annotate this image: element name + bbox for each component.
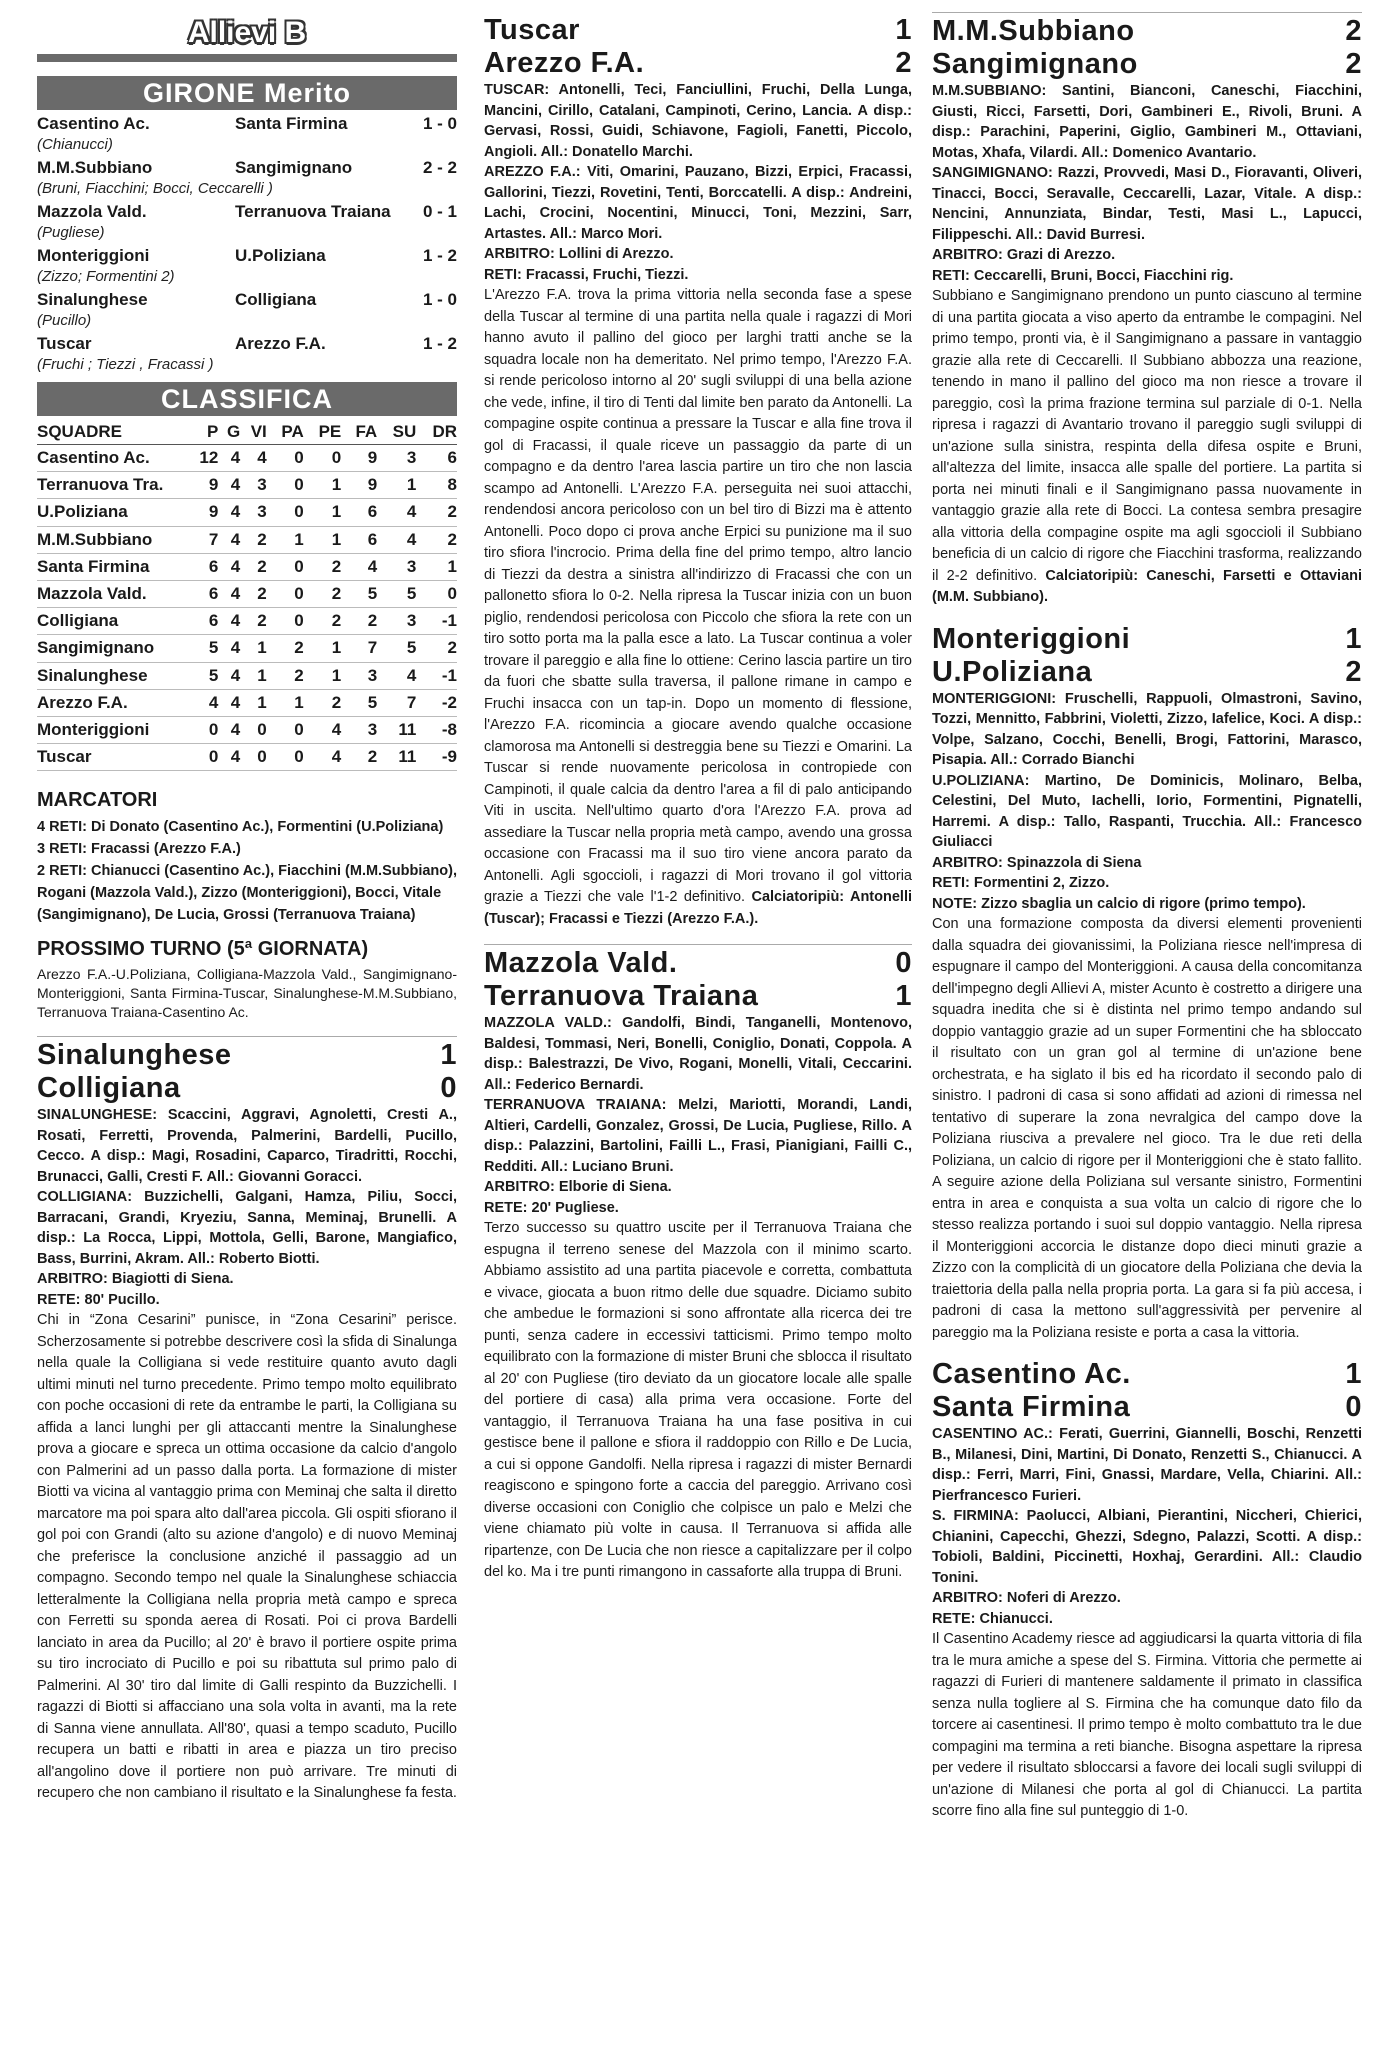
- standings-value: 5: [341, 689, 377, 716]
- away-team: Colligiana: [37, 1072, 181, 1105]
- home-goals: 1: [1345, 1358, 1362, 1390]
- standings-team: Arezzo F.A.: [37, 689, 187, 716]
- standings-value: 3: [377, 608, 416, 635]
- standings-value: 9: [187, 499, 218, 526]
- standings-value: 4: [218, 499, 240, 526]
- standings-row: [37, 689, 457, 716]
- standings-value: 2: [304, 580, 342, 607]
- standings-value: 6: [341, 499, 377, 526]
- classifica-title: CLASSIFICA: [37, 382, 457, 416]
- goals: RETE: Chianucci.: [932, 1610, 1053, 1627]
- standings-column-header: SU: [377, 420, 416, 445]
- match-report-text: L'Arezzo F.A. trova la prima vittoria nella seconda fase a spese della Tuscar al termine di una partita nella quale i ragazzi di Mori hanno avuto il pallino del gioco per larghi tratti anche se la squadra locale non ha demeritato. Nel primo tempo, l'Arezzo F.A. si rende pericoloso intorno al 20' sugli sviluppi di una bella azione che vede, infine, il tiro di Tenti dal limite ben parato da Antonelli. La compagine ospite continua a pressare la Tuscar e alla fine trova il gol di Fracassi, il quale riceve un passaggio da parte di un compagno e da dentro l'area lascia partire un tiro che non lascia scampo ad Antonelli. L'Arezzo F.A. perseguita nei suoi attacchi, rendendosi ancora pericoloso con un bel tiro di Bizzi ma è attento Antonelli. Poco dopo ci prova anche Erpici su punizione ma il suo tiro sfiora l'incrocio. Prima della fine del primo tempo, altro lancio di Tiezzi da destra a sinistra all'indirizzo di Fracassi che con un pallonetto sfiora lo 0-2. Nella ripresa la Tuscar inizia con un buon piglio, rendendosi pericolosa con Piccolo che sfiora la rete con un tiro sotto porta ma la palla esce a lato. La Tuscar continua a voler trovare il pareggio e alla fine lo ottiene: Cerino lascia partire un tiro da fuori che sbatte sulla traversa, il pallone rimane in campo e Fruchi insacca con un tap-in. Dopo un momento di flessione, l'Arezzo F.A. ricomincia a giocare avendo qualche occasione clamorosa ma Antonelli si destreggia bene su Tiezzi e Omarini. La Tuscar si rende nuovamente pericolosa in contropiede con Campinoti, il quale calcia da dentro l'area a fil di palo anticipando Viti in uscita. Nell'ultimo quarto d'ora l'Arezzo F.A. prova ad assediare la Tuscar nella propria metà campo, avendo una grossa occasione con Fracassi ma il suo tiro viene ancora parato da Antonelli. Agli sgoccioli, i ragazzi di Mori trovano il gol vittoria grazie a Tiezzi che vale l'1-2 definitivo.: [484, 287, 912, 905]
- standings-value: 11: [377, 716, 416, 743]
- result-score: 0 - 1: [422, 202, 457, 221]
- standings-column-header: P: [187, 420, 218, 445]
- standings-value: -1: [416, 608, 457, 635]
- result-scorers: (Chianucci): [37, 136, 113, 153]
- standings-value: 6: [341, 526, 377, 553]
- home-goals: 0: [895, 947, 912, 979]
- home-team: Sinalunghese: [37, 1039, 232, 1072]
- standings-value: 1: [416, 553, 457, 580]
- result-scorers: (Zizzo; Formentini 2): [37, 268, 175, 285]
- result-row: [37, 157, 457, 179]
- standings-value: 4: [218, 662, 240, 689]
- best-players: Calciatoripiù: Caneschi, Farsetti e Ottaviani (M.M. Subbiano).: [932, 567, 1363, 605]
- away-team: Terranuova Traiana: [484, 980, 759, 1012]
- standings-value: 1: [267, 526, 304, 553]
- standings-row: [37, 526, 457, 553]
- standings-value: 0: [267, 744, 304, 771]
- standings-value: 9: [341, 445, 377, 472]
- section-title: Allievi B: [37, 12, 457, 62]
- goals: RETE: 80' Pucillo.: [37, 1291, 160, 1308]
- standings-value: 5: [341, 580, 377, 607]
- standings-team: Santa Firmina: [37, 553, 187, 580]
- standings-value: 2: [304, 553, 342, 580]
- away-team: Sangimignano: [932, 48, 1138, 80]
- lineup-home: TUSCAR: Antonelli, Teci, Fanciullini, Fruchi, Della Lunga, Mancini, Cirillo, Catalani, Campinoti, Cerino, Lancia. A disp.: Gervasi, Rossi, Guidi, Schiavone, Fagioli, Fanetti, Piccolo, Angioli. All.: Donatello Marchi.: [484, 82, 912, 160]
- standings-value: 3: [341, 716, 377, 743]
- standings-column-header: PE: [304, 420, 342, 445]
- standings-row: [37, 662, 457, 689]
- home-goals: 1: [895, 14, 912, 46]
- standings-value: 4: [304, 744, 342, 771]
- standings-team: Casentino Ac.: [37, 445, 187, 472]
- standings-value: 0: [267, 445, 304, 472]
- standings-value: 4: [187, 689, 218, 716]
- standings-value: 0: [267, 553, 304, 580]
- match-report: [484, 285, 912, 930]
- standings-value: 0: [187, 716, 218, 743]
- result-home: Sinalunghese: [37, 290, 148, 309]
- result-away: Terranuova Traiana: [235, 202, 391, 221]
- standings-value: 6: [187, 553, 218, 580]
- lineup-away: TERRANUOVA TRAIANA: Melzi, Mariotti, Morandi, Landi, Altieri, Cardelli, Gonzalez, Grossi, De Lucia, Pugliese, Rillo. A disp.: Palazzini, Bartolini, Failli L., Frasi, Pianigiani, Failli C., Redditi. All.: Luciano Bruni.: [484, 1097, 912, 1175]
- standings-value: 1: [304, 499, 342, 526]
- standings-value: 4: [377, 662, 416, 689]
- lineup-home: MONTERIGGIONI: Fruschelli, Rappuoli, Olmastroni, Savino, Tozzi, Mennitto, Fabbrini, Violetti, Zizzo, Iafelice, Koci. A disp.: Volpe, Salzano, Cocchi, Benelli, Brogi, Fattorini, Marasco, Pisapia. All.: Corrado Bianchi: [932, 690, 1362, 768]
- result-home: Tuscar: [37, 334, 92, 353]
- standings-value: 0: [267, 580, 304, 607]
- standings-value: 2: [267, 635, 304, 662]
- match-report: [932, 286, 1362, 609]
- marcatori-title: MARCATORI: [37, 789, 158, 812]
- standings-value: 0: [267, 472, 304, 499]
- standings-value: 8: [416, 472, 457, 499]
- standings-value: 2: [416, 635, 457, 662]
- result-scorers: (Fruchi ; Tiezzi , Fracassi ): [37, 356, 214, 373]
- match-report: Con una formazione composta da diversi elementi provenienti dalla squadra dei giovanissimi, la Poliziana riesce nell'impresa di espugnare il campo del Monteriggioni. A causa della concomitanza dell'impegno degli Allievi A, mister Acunto è costretto a dirigere una squadra inedita che si è distinta nel primo tempo andando sul doppio vantaggio grazie ad un super Formentini che ha sbloccato il risultato con un gran gol al termine di un'azione bene orchestrata, e ha siglato il bis ed ha ricordato il secondo palo di sinistro. I padroni di casa si sono affidati ad azioni di rimessa nel tentativo di superare la zona nevralgica del campo dove la Poliziana riusciva a prevalere nel gioco. Tra le due reti della Poliziana, un calcio di rigore per il Monteriggioni che è stato fallito. A seguire azione della Poliziana sul versante sinistro, Formentini entra in area e conquista a sua volta un calcio di rigore che lo stesso realizza portando i suoi sul doppio vantaggio. Nella ripresa il Monteriggioni accorcia le distanze dopo dieci minuti grazie a Zizzo con la complicità di un giocatore della Poliziana che devia la traiettoria della palla nella propria porta. La gara si fa più accesa, i padroni di casa la mettono sull'aggressività per pervenire al pareggio ma la Poliziana resiste e porta a casa la vittoria.: [932, 916, 1362, 1341]
- girone-title: GIRONE Merito: [37, 76, 457, 110]
- lineup-away: AREZZO F.A.: Viti, Omarini, Pauzano, Bizzi, Erpici, Fracassi, Gallorini, Tiezzi, Rovetini, Tenti, Borccatelli. A disp.: Andreini, Lachi, Crocini, Nocentini, Minucci, Toni, Mezzini, Sarr, Artastes. All.: Marco Mori.: [484, 164, 912, 242]
- standings-value: 3: [240, 472, 267, 499]
- result-score: 2 - 2: [422, 158, 457, 177]
- standings-value: 0: [267, 499, 304, 526]
- standings-value: 2: [341, 744, 377, 771]
- result-away: Sangimignano: [235, 158, 353, 177]
- match-header: [37, 1036, 457, 1105]
- standings-team: Mazzola Vald.: [37, 580, 187, 607]
- standings-team: Sangimignano: [37, 635, 187, 662]
- standings-value: 6: [187, 608, 218, 635]
- standings-value: 7: [377, 689, 416, 716]
- standings-value: 0: [187, 744, 218, 771]
- result-score: 1 - 2: [422, 246, 457, 265]
- standings-row: [37, 499, 457, 526]
- away-goals: 0: [440, 1072, 457, 1105]
- standings-value: 4: [218, 689, 240, 716]
- home-team: Monteriggioni: [932, 622, 1131, 655]
- standings-value: 0: [240, 744, 267, 771]
- lineup-away: S. FIRMINA: Paolucci, Albiani, Pierantini, Niccheri, Chierici, Chianini, Capecchi, Ghezzi, Sdegno, Palazzi, Scotti. A disp.: Tobioli, Baldini, Piccinetti, Hoxhaj, Gerardini. All.: Claudio Tonini.: [932, 1508, 1362, 1586]
- best-players: Calciatoripiù: Antonelli (Tuscar); Fracassi e Tiezzi (Arezzo F.A.).: [484, 889, 912, 927]
- match-report: Il Casentino Academy riesce ad aggiudicarsi la quarta vittoria di fila tra le mura amiche a spese del S. Firmina. Vittoria che permette ai ragazzi di Furieri di mantenere saldamente il primato in classifica senza nulla togliere al S. Firmina che ha comunque dato filo da torcere ai casentinesi. Il primo tempo è molto combattuto tra le due compagini ma termina a reti bianche. Bisogna aspettare la ripresa per vedere il risultato sbloccarsi a favore dei locali sugli sviluppi di un'azione di Milanesi che porta al gol di Chianucci. La partita scorre fino alla fine sul punteggio di 1-0.: [932, 1631, 1362, 1819]
- referee: ARBITRO: Elborie di Siena.: [484, 1179, 672, 1195]
- home-team: M.M.Subbiano: [932, 15, 1135, 47]
- standings-value: 0: [267, 716, 304, 743]
- standings-value: 3: [377, 553, 416, 580]
- standings-team: Colligiana: [37, 608, 187, 635]
- standings-column-header: DR: [416, 420, 457, 445]
- result-scorers: (Pucillo): [37, 312, 92, 329]
- standings-value: 5: [377, 580, 416, 607]
- standings-value: 2: [240, 580, 267, 607]
- standings-value: 4: [218, 635, 240, 662]
- match-report: Chi in “Zona Cesarini” punisce, in “Zona Cesarini” perisce. Scherzosamente si potrebbe descrivere così la sfida di Sinalunga nella quale la Colligiana si vede restituire quanto avuto dagli ultimi minuti nel turno precedente. Primo tempo molto equilibrato con poche occasioni di rete da entrambe le parti, la Colligiana su affida a lanci lunghi per gli attaccanti mentre la Sinalunghese prova a giocare e spreca un ottima occasione da calcio d'angolo con Palmerini ad un passo dalla porta. La formazione di mister Biotti va vicina al vantaggio prima con Meminaj che salta il diretto marcatore ma poi spara alto dall'area piccola. Gli ospiti sfiorano il gol poi con Grandi (alto su azione d'angolo) e di nuovo Meminaj che preferisce la conclusione anziché il passaggio ad un compagno. Secondo tempo nel quale la Sinalunghese schiaccia letteralmente la Colligiana nella propria metà campo e spreca con Ferretti su sponda aerea di Rosati. Poi ci prova Bardelli lanciato in area da Pucillo; al 20' è bravo il portiere ospite prima su tiro incrociato di Pucillo e poi su ribattuta sul primo palo di Palmerini. Al 30' tiro dal limite di Galli respinto da Buzzichelli. I ragazzi di Biotti si affacciano una sola volta in avanti, ma la rete di Sanna viene annullata. All'80', quasi a tempo scaduto, Pucillo recupera un batti e ribatti in area e piazza un tiro preciso all'angolino dove il portiere non può arrivare. Tre minuti di recupero che non cambiano il risultato e la Sinalunghese fa festa.: [37, 1312, 457, 1802]
- standings-value: 4: [218, 553, 240, 580]
- standings-column-header: PA: [267, 420, 304, 445]
- result-row: [37, 245, 457, 267]
- results-list: [37, 113, 457, 374]
- match-header: [932, 1356, 1362, 1424]
- standings-value: 4: [218, 445, 240, 472]
- standings-value: 2: [304, 689, 342, 716]
- home-goals: 2: [1345, 15, 1362, 47]
- away-goals: 2: [1345, 48, 1362, 80]
- match-header: [932, 12, 1362, 81]
- result-home: M.M.Subbiano: [37, 158, 153, 177]
- standings-column-header: FA: [341, 420, 377, 445]
- match-header: [484, 944, 912, 1013]
- result-away: Santa Firmina: [235, 114, 348, 133]
- standings-team: Monteriggioni: [37, 716, 187, 743]
- scorer-line: 4 RETI: Di Donato (Casentino Ac.), Formentini (U.Poliziana): [37, 819, 444, 836]
- lineup-away: COLLIGIANA: Buzzichelli, Galgani, Hamza, Piliu, Socci, Barracani, Grandi, Kryeziu, Sanna, Meminaj, Brunelli. A disp.: La Rocca, Lippi, Mottola, Gelli, Barone, Mangiafico, Bass, Burrini, Akram. All.: Roberto Biotti.: [37, 1189, 457, 1267]
- goals: RETI: Fracassi, Fruchi, Tiezzi.: [484, 266, 689, 283]
- standings-value: -8: [416, 716, 457, 743]
- prossimo-turno-title: PROSSIMO TURNO (5ª GIORNATA): [37, 938, 369, 961]
- standings-value: 5: [377, 635, 416, 662]
- standings-value: 4: [218, 608, 240, 635]
- standings-value: 0: [416, 580, 457, 607]
- result-home: Monteriggioni: [37, 246, 150, 265]
- standings-value: 2: [240, 553, 267, 580]
- standings-value: 0: [304, 445, 342, 472]
- home-goals: 1: [1345, 622, 1362, 655]
- standings-value: 3: [341, 662, 377, 689]
- standings-value: -1: [416, 662, 457, 689]
- standings-row: [37, 445, 457, 472]
- standings-value: 12: [187, 445, 218, 472]
- result-row: [37, 113, 457, 135]
- lineup-home: M.M.SUBBIANO: Santini, Bianconi, Caneschi, Fiacchini, Giusti, Ricci, Farsetti, Dori, Gambineri E., Rivoli, Bruni. A disp.: Parachini, Paperini, Giglio, Gambineri M., Ottaviani, Motas, Xhafa, Vilardi. All.: Domenico Avantario.: [932, 83, 1362, 161]
- lineup-away: SANGIMIGNANO: Razzi, Provvedi, Masi D., Fioravanti, Oliveri, Tinacci, Bocci, Seravalle, Ceccarelli, Lazar, Vitale. A disp.: Nencini, Annunziata, Bindar, Testi, Masi L., Lapucci, Filippeschi. All.: David Burresi.: [932, 165, 1362, 243]
- standings-value: 1: [240, 662, 267, 689]
- lineup-home: SINALUNGHESE: Scaccini, Aggravi, Agnoletti, Cresti A., Rosati, Ferretti, Provenda, Palmerini, Bardelli, Pucillo, Cecco. A disp.: Magi, Rosadini, Caparco, Tiradritti, Rocchi, Brunacci, Galli, Cresti F. All.: Giovanni Goracci.: [37, 1107, 457, 1185]
- result-row: [37, 289, 457, 311]
- standings-value: 4: [304, 716, 342, 743]
- standings-column-header: G: [218, 420, 240, 445]
- standings-value: -9: [416, 744, 457, 771]
- standings-value: 1: [304, 472, 342, 499]
- away-goals: 0: [1345, 1391, 1362, 1423]
- goals: RETI: Ceccarelli, Bruni, Bocci, Fiacchini rig.: [932, 267, 1234, 284]
- standings-team: M.M.Subbiano: [37, 526, 187, 553]
- standings-value: 2: [240, 526, 267, 553]
- home-team: Tuscar: [484, 14, 580, 46]
- standings-value: 1: [304, 635, 342, 662]
- standings-row: [37, 553, 457, 580]
- result-away: U.Poliziana: [235, 246, 326, 265]
- referee: ARBITRO: Spinazzola di Siena: [932, 854, 1142, 871]
- away-goals: 1: [895, 980, 912, 1012]
- standings-value: 0: [240, 716, 267, 743]
- standings-value: 11: [377, 744, 416, 771]
- result-score: 1 - 0: [422, 114, 457, 133]
- result-scorers: (Pugliese): [37, 224, 105, 241]
- standings-value: 1: [377, 472, 416, 499]
- standings-value: 9: [341, 472, 377, 499]
- away-team: U.Poliziana: [932, 655, 1093, 688]
- standings-value: 2: [416, 526, 457, 553]
- standings-value: 4: [218, 472, 240, 499]
- referee: ARBITRO: Lollini di Arezzo.: [484, 246, 674, 262]
- scorer-line: 3 RETI: Fracassi (Arezzo F.A.): [37, 841, 241, 858]
- result-away: Arezzo F.A.: [235, 334, 326, 353]
- standings-row: [37, 635, 457, 662]
- standings-value: 0: [267, 608, 304, 635]
- away-team: Santa Firmina: [932, 1391, 1131, 1423]
- lineup-home: CASENTINO AC.: Ferati, Guerrini, Giannelli, Boschi, Renzetti B., Milanesi, Dini, Martini, Di Donato, Renzetti S., Chianucci. A disp.: Ferri, Marri, Fini, Gnassi, Mardare, Vella, Chiarini. All.: Pierfrancesco Furieri.: [932, 1426, 1362, 1504]
- match-report: Terzo successo su quattro uscite per il Terranuova Traiana che espugna il terreno senese del Mazzola con il minimo scarto. Abbiamo assistito ad una partita piacevole e corretta, combattuta e vivace, giocata a buon ritmo delle due squadre. Diciamo subito che ambedue le formazioni si sono affrontate alla ricerca dei tre punti, senza cadere in eccessivi tatticismi. Primo tempo molto equilibrato con la formazione di mister Bruni che sblocca il risultato al 20' con Pugliese (tiro deviato da un giocatore locale alle spalle del portiere di casa) alla prima vera occasione. Forte del vantaggio, il Terranuova Traiana ha una fase positiva in cui gestisce bene il pallone e sfiora il raddoppio con Rillo e De Lucia, a cui si oppone Gandolfi. Nella ripresa i ragazzi di mister Bernardi reagiscono e spingono forte a caccia del pareggio. Arrivano così diverse occasioni con Coniglio che colpisce un palo e Melzi che viene chiamato più volte in causa. Il Terranuova si affida alle ripartenze, con De Lucia che non riesce a capitalizzare per il colpo del ko. Ma i tre punti rimangono in cassaforte alla truppa di Bruni.: [484, 1220, 912, 1580]
- lineup-home: MAZZOLA VALD.: Gandolfi, Bindi, Tanganelli, Montenovo, Baldesi, Tommasi, Neri, Bonelli, Coniglio, Donati, Coppola. A disp.: Balestrazzi, De Vivo, Rogani, Monelli, Vitali, Ceccarini. All.: Federico Bernardi.: [484, 1015, 912, 1093]
- standings-column-header: SQUADRE: [37, 420, 187, 445]
- notes: NOTE: Zizzo sbaglia un calcio di rigore (primo tempo).: [932, 895, 1306, 912]
- standings-row: [37, 716, 457, 743]
- standings-value: 4: [240, 445, 267, 472]
- standings-column-header: VI: [240, 420, 267, 445]
- result-score: 1 - 2: [422, 334, 457, 353]
- standings-team: U.Poliziana: [37, 499, 187, 526]
- match-header: [932, 621, 1362, 689]
- standings-team: Terranuova Tra.: [37, 472, 187, 499]
- standings-value: 3: [377, 445, 416, 472]
- standings-value: 4: [377, 499, 416, 526]
- standings-value: 4: [218, 716, 240, 743]
- match-report-text: Subbiano e Sangimignano prendono un punto ciascuno al termine di una partita giocata a viso aperto da entrambe le compagini. Nel primo tempo, pronti via, è il Sangimignano a passare in vantaggio grazie alla rete di Ceccarelli. Il Subbiano abbozza una reazione, tenendo in mano il pallino del gioco ma non riesce a trovare il pareggio, così la prima frazione termina sul parziale di 0-1. Nella ripresa i ragazzi di Avantario trovano il pareggio sugli sviluppi di un'azione sulla sinistra, respinta della difesa ospite e Bruni, all'altezza del limite, insacca alle spalle del portiere. La partita si porta nei minuti finali e il Sangimignano passa nuovamente in vantaggio grazie alla rete di Bocci. La contesa sembra presagire alla vittoria della compagine ospite ma agli sgoccioli il Subbiano beneficia di un calcio di rigore che Fiacchini trasforma, realizzando il 2-2 definitivo.: [932, 288, 1362, 584]
- home-team: Mazzola Vald.: [484, 947, 678, 979]
- column-left: [37, 12, 457, 1805]
- standings-value: 1: [240, 635, 267, 662]
- home-goals: 1: [440, 1039, 457, 1072]
- standings-value: 1: [267, 689, 304, 716]
- standings-row: [37, 608, 457, 635]
- result-home: Casentino Ac.: [37, 114, 150, 133]
- standings-team: Sinalunghese: [37, 662, 187, 689]
- away-goals: 2: [1345, 655, 1362, 688]
- standings-value: 4: [377, 526, 416, 553]
- referee: ARBITRO: Biagiotti di Siena.: [37, 1271, 234, 1288]
- standings-value: 5: [187, 635, 218, 662]
- marcatori-list: [37, 816, 457, 926]
- result-score: 1 - 0: [422, 290, 457, 309]
- standings-value: 5: [187, 662, 218, 689]
- standings-value: 6: [187, 580, 218, 607]
- referee: ARBITRO: Grazi di Arezzo.: [932, 247, 1116, 263]
- standings-value: 1: [240, 689, 267, 716]
- goals: RETE: 20' Pugliese.: [484, 1199, 619, 1216]
- scorer-line: 2 RETI: Chianucci (Casentino Ac.), Fiacchini (M.M.Subbiano), Rogani (Mazzola Vald.), Zizzo (Monteriggioni), Bocci, Vitale (Sangimignano), De Lucia, Grossi (Terranuova Traiana): [37, 863, 457, 924]
- standings-value: 4: [218, 744, 240, 771]
- result-row: [37, 333, 457, 355]
- away-goals: 2: [895, 47, 912, 79]
- standings-value: 7: [341, 635, 377, 662]
- home-team: Casentino Ac.: [932, 1358, 1131, 1390]
- standings-value: 2: [416, 499, 457, 526]
- referee: ARBITRO: Noferi di Arezzo.: [932, 1590, 1121, 1606]
- result-scorers: (Bruni, Fiacchini; Bocci, Ceccarelli ): [37, 180, 273, 197]
- standings-value: 4: [341, 553, 377, 580]
- standings-row: [37, 472, 457, 499]
- standings-value: 2: [240, 608, 267, 635]
- result-away: Colligiana: [235, 290, 317, 309]
- standings-value: 2: [267, 662, 304, 689]
- standings-team: Tuscar: [37, 744, 187, 771]
- standings-value: 2: [341, 608, 377, 635]
- standings-value: 7: [187, 526, 218, 553]
- lineup-away: U.POLIZIANA: Martino, De Dominicis, Molinaro, Belba, Celestini, Del Muto, Iachelli, Iorio, Formentini, Pignatelli, Harremi. A disp.: Tallo, Raspanti, Trucchia. All.: Francesco Giuliacci: [932, 772, 1362, 850]
- standings-value: 2: [304, 608, 342, 635]
- match-header: [484, 12, 912, 80]
- standings-header: [37, 420, 457, 445]
- result-home: Mazzola Vald.: [37, 202, 147, 221]
- standings-table: [37, 420, 457, 771]
- standings-value: 4: [218, 526, 240, 553]
- standings-value: -2: [416, 689, 457, 716]
- standings-value: 1: [304, 526, 342, 553]
- standings-value: 1: [304, 662, 342, 689]
- goals: RETI: Formentini 2, Zizzo.: [932, 875, 1110, 891]
- column-right: [932, 12, 1362, 1823]
- standings-value: 6: [416, 445, 457, 472]
- column-middle: [484, 12, 912, 1584]
- standings-row: [37, 744, 457, 771]
- result-row: [37, 201, 457, 223]
- standings-value: 3: [240, 499, 267, 526]
- standings-value: 4: [218, 580, 240, 607]
- prossimo-turno-text: Arezzo F.A.-U.Poliziana, Colligiana-Mazzola Vald., Sangimignano-Monteriggioni, Santa Firmina-Tuscar, Sinalunghese-M.M.Subbiano, Terranuova Traiana-Casentino Ac.: [37, 966, 457, 1021]
- standings-value: 9: [187, 472, 218, 499]
- standings-row: [37, 580, 457, 607]
- away-team: Arezzo F.A.: [484, 47, 645, 79]
